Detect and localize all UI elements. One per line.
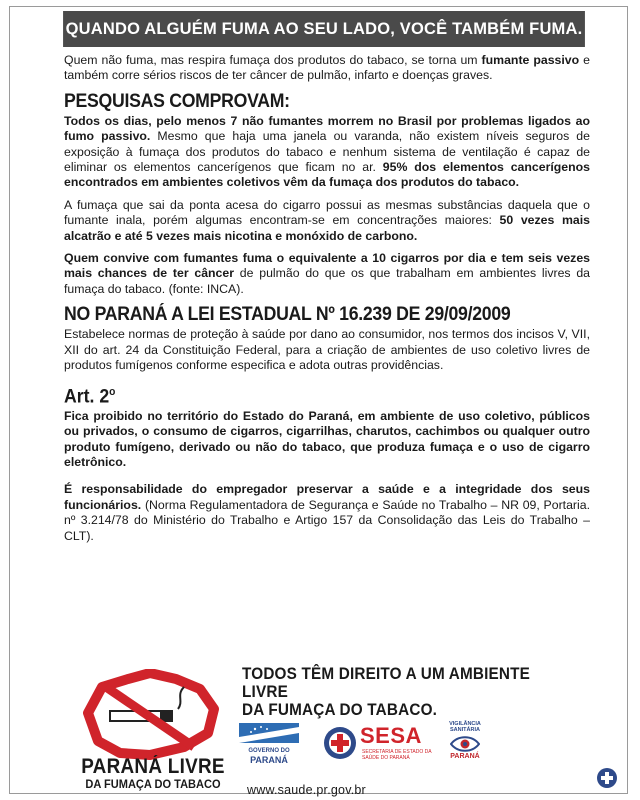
slogan-line-1: TODOS TÊM DIREITO A UM AMBIENTE LIVRE xyxy=(242,664,531,701)
research-bold-2: 95% dos elementos cancerígenos encontrados em ambientes coletivos vêm da fumaça dos produtos do tabaco. xyxy=(64,160,590,190)
vig-label: VIGILÂNCIA SANITÁRIA xyxy=(449,721,481,733)
logo-title: PARANÁ LIVRE xyxy=(81,755,225,778)
research-text-1: Mesmo que haja uma janela ou varanda, não existem níveis seguros de exposição à fumaça dos produtos do tabaco e nenhum sistema de ventilação é capaz de eliminar os elementos cancerígenos que ficam no ar. xyxy=(64,129,590,175)
vigilancia-sanitaria-logo xyxy=(442,721,488,765)
research-text-3: de pulmão do que os que trabalham em ambientes livres da fumaça do tabaco. (fonte: INCA). xyxy=(64,266,590,296)
slogan xyxy=(242,665,548,719)
employer-bold: É responsabilidade do empregador preservar a saúde e a integridade dos seus funcionários. xyxy=(64,482,590,512)
law-paragraph: Estabelece normas de proteção à saúde por dano ao consumidor, nos termos dos incisos V, VII, XII do art. 24 da Constituição Federal, para a criação de ambientes de uso coletivo livres de produtos fumígenos conforme especifica e adota outras providências. xyxy=(64,327,590,373)
slogan-line-2: DA FUMAÇA DO TABACO. xyxy=(242,700,438,719)
sesa-cross-icon xyxy=(322,725,358,761)
article-heading-sup: o xyxy=(109,385,116,398)
research-paragraph-1 xyxy=(64,114,590,191)
website-link[interactable]: www.saude.pr.gov.br xyxy=(247,783,366,797)
employer-paragraph xyxy=(64,482,590,544)
research-text-2: A fumaça que sai da ponta acesa do cigarro possui as mesmas substâncias daquela que o fumante inala, porém algumas encontram-se em concentrações maiores: xyxy=(64,197,590,228)
sesa-name: SESA xyxy=(360,723,422,748)
parana-flag-icon xyxy=(239,723,299,743)
employer-text: (Norma Regulamentadora de Segurança e Saúde no Trabalho – NR 09, Portaria. nº 3.214/78 do Ministério do Trabalho e Artigo 157 da Consolidação das Leis do Trabalho – CLT). xyxy=(64,497,590,543)
sesa-logo xyxy=(322,721,434,765)
map-marker-icon xyxy=(596,767,618,789)
no-smoking-parana-icon xyxy=(80,669,220,761)
research-bold-1: Todos os dias, pelo menos 7 não fumantes morrem no Brasil por problemas ligados ao fumo passivo. xyxy=(64,113,590,144)
flyer-body xyxy=(64,53,590,551)
logo-subtitle: DA FUMAÇA DO TABACO xyxy=(85,777,221,791)
gov-name: PARANÁ xyxy=(250,755,288,765)
sesa-subtitle: SECRETARIA DE ESTADO DA SAÚDE DO PARANÁ xyxy=(362,749,432,761)
gov-label: GOVERNO DO xyxy=(248,748,290,754)
footer xyxy=(10,661,629,795)
governo-parana-logo xyxy=(239,721,303,765)
research-heading: PESQUISAS COMPROVAM: xyxy=(64,90,290,112)
intro-paragraph xyxy=(64,53,590,84)
article-paragraph: Fica proibido no território do Estado do Paraná, em ambiente de uso coletivo, públicos ou privados, o consumo de cigarros, cigarrilhas, charutos, cachimbos ou qualquer outro produto fumígeno, derivado ou não do tabaco, que produza fumaça e o uso de cigarro eletrônico. xyxy=(64,408,590,470)
flyer-page xyxy=(9,6,628,797)
headline-banner: QUANDO ALGUÉM FUMA AO SEU LADO, VOCÊ TAMBÉM FUMA. xyxy=(63,11,585,47)
vig-name: PARANÁ xyxy=(450,753,480,760)
research-bold-4: Quem convive com fumantes fuma o equivalente a 10 cigarros por dia e tem seis vezes mais chances de ter câncer xyxy=(64,251,590,281)
research-paragraph-2 xyxy=(64,198,590,244)
intro-text-end: e também corre sérios riscos de ter câncer de pulmão, infarto e doenças graves. xyxy=(64,53,590,83)
intro-text: Quem não fuma, mas respira fumaça dos produtos do tabaco, se torna um xyxy=(64,53,482,67)
research-bold-3: 50 vezes mais alcatrão e até 5 vezes mais nicotina e monóxido de carbono. xyxy=(64,213,591,243)
intro-bold: fumante passivo xyxy=(481,53,580,67)
research-paragraph-3 xyxy=(64,251,590,297)
article-heading-text: Art. 2 xyxy=(64,385,110,407)
law-heading: NO PARANÁ A LEI ESTADUAL Nº 16.239 DE 29/09/2009 xyxy=(64,304,511,326)
eye-icon xyxy=(450,735,480,753)
article-heading xyxy=(64,381,553,408)
